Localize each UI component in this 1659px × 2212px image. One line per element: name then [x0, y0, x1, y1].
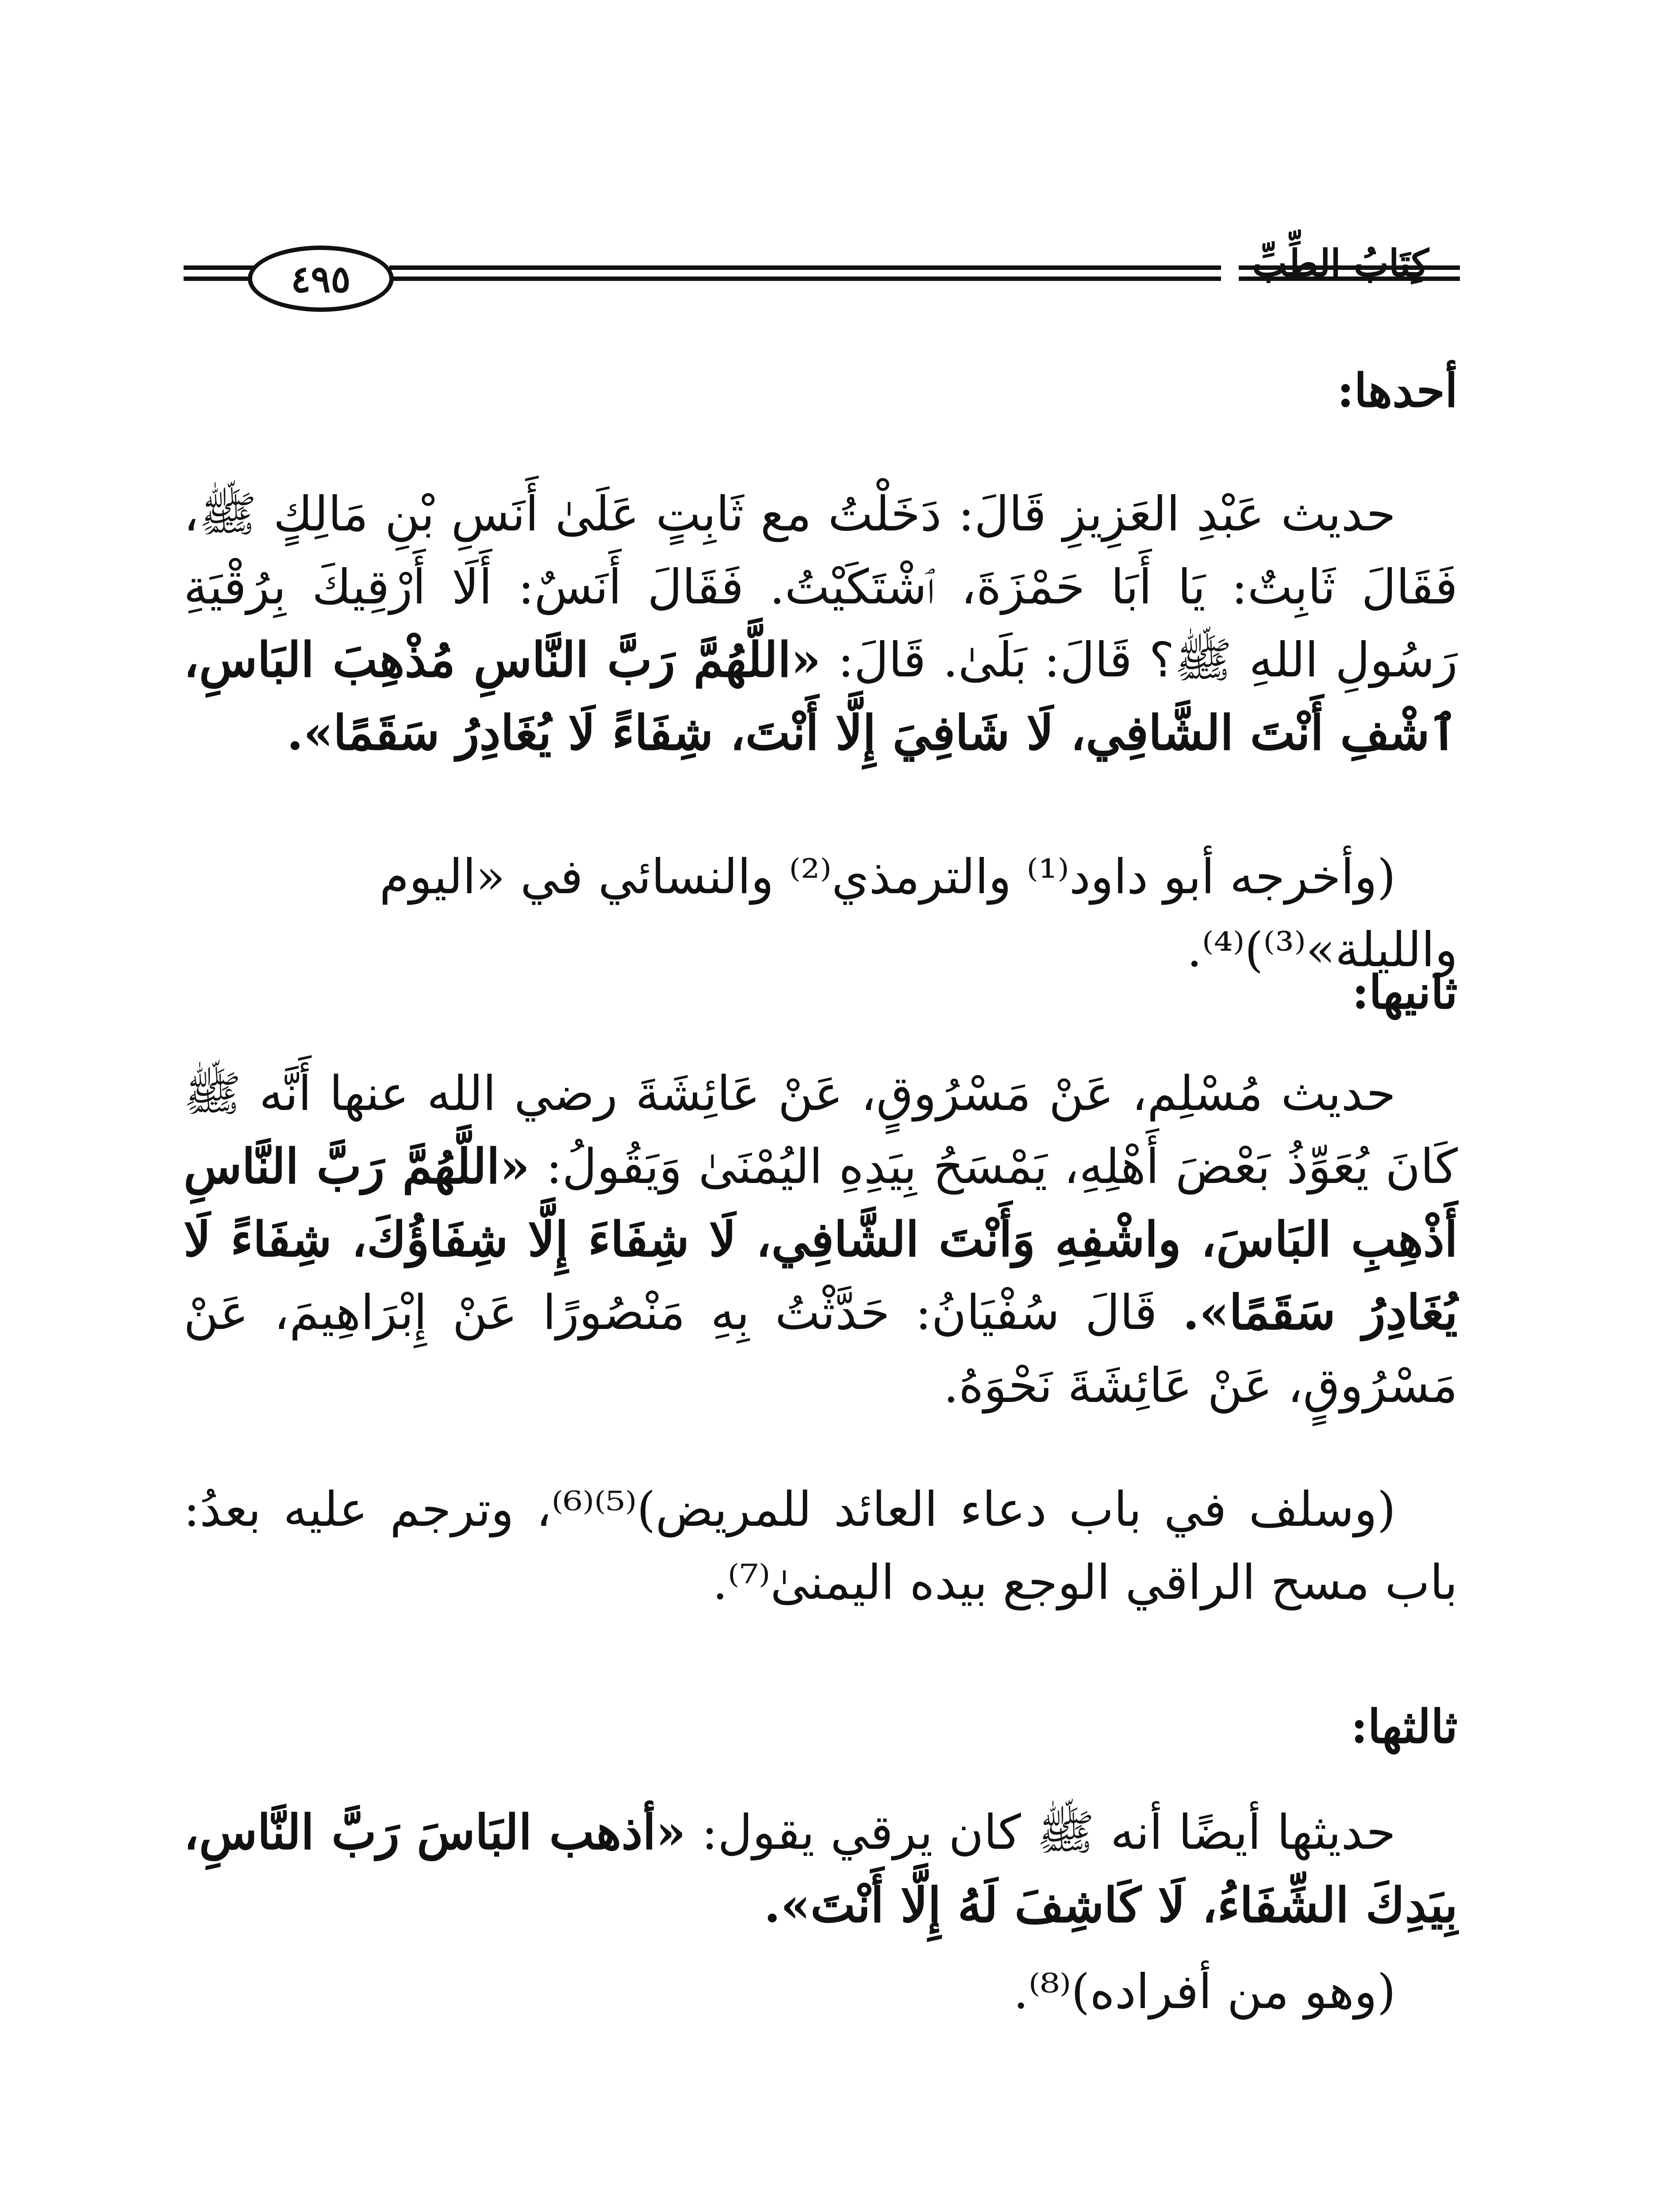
section-2-quote: «اللَّهُمَّ رَبَّ النَّاسِ أَذْهِبِ البَاسَ، واشْفِهِ وَأَنْتَ الشَّافِي، لَا شِفَاءَ إِلَّا شِفَاؤُكَ، شِفَاءً لَا يُغَادِرُ سَقَمًا».: [184, 1139, 1458, 1340]
header-line-middle: [389, 265, 1221, 270]
section-1-paragraph: [184, 478, 1458, 770]
section-2-tail: قَالَ سُفْيَانُ: حَدَّثْتُ بِهِ مَنْصُورًا عَنْ إِبْرَاهِيمَ، عَنْ مَسْرُوقٍ، عَنْ عَائِشَةَ نَحْوَهُ.: [184, 1285, 1458, 1413]
section-3-intro: حديثها أيضًا أنه ﷺ كان يرقي يقول:: [701, 1805, 1396, 1860]
section-2-note: (وسلف في باب دعاء العائد للمريض)⁽⁵⁾⁽⁶⁾، وترجم عليه بعدُ: باب مسح الراقي الوجع بيده اليمنىٰ⁽⁷⁾.: [184, 1482, 1458, 1610]
header-line-middle-lower: [389, 276, 1221, 281]
chapter-title: كِتَابُ الطِّبِّ: [1252, 241, 1429, 285]
section-1-quote: «اللَّهُمَّ رَبَّ النَّاسِ مُذْهِبَ البَاسِ، ٱشْفِ أَنْتَ الشَّافِي، لَا شَافِيَ إِلَّا أَنْتَ، شِفَاءً لَا يُغَادِرُ سَقَمًا».: [184, 632, 1458, 761]
section-3-note: (وهو من أفراده)⁽⁸⁾.: [1013, 1964, 1396, 2020]
section-1-note: (وأخرجه أبو داود⁽¹⁾ والترمذي⁽²⁾ والنسائي في «اليوم والليلة»⁽³⁾)⁽⁴⁾.: [379, 849, 1458, 978]
page-number-badge: [248, 246, 394, 312]
page-number: ٤٩٥: [291, 257, 351, 301]
section-3-heading: ثالثها:: [1351, 1699, 1458, 1754]
section-2-intro: حديث مُسْلِم، عَنْ مَسْرُوقٍ، عَنْ عَائِشَةَ رضي الله عنها أَنَّه ﷺ كَانَ يُعَوِّذُ بَعْضَ أَهْلِهِ، يَمْسَحُ بِيَدِهِ اليُمْنَىٰ وَيَقُولُ:: [184, 1066, 1458, 1194]
section-2-paragraph: [184, 1057, 1458, 1422]
section-2-heading: ثانيها:: [1352, 965, 1458, 1019]
header-line-left: [184, 265, 259, 270]
section-1-intro: حديث عَبْدِ العَزِيزِ قَالَ: دَخَلْتُ مع ثَابِتٍ عَلَىٰ أَنَسِ بْنِ مَالِكٍ ﷺ، فَقَالَ ثَابِتٌ: يَا أَبَا حَمْزَةَ، ٱشْتَكَيْتُ. فَقَالَ أَنَسٌ: أَلَا أَرْقِيكَ بِرُقْيَةِ رَسُولِ اللهِ ﷺ؟ قَالَ: بَلَىٰ. قَالَ:: [184, 487, 1458, 688]
section-3-paragraph: [184, 1796, 1458, 1942]
section-3-quote: «أذهب البَاسَ رَبَّ النَّاسِ، بِيَدِكَ الشِّفَاءُ، لَا كَاشِفَ لَهُ إِلَّا أَنْتَ».: [184, 1805, 1458, 1933]
section-1-heading: أحدها:: [1337, 363, 1458, 418]
